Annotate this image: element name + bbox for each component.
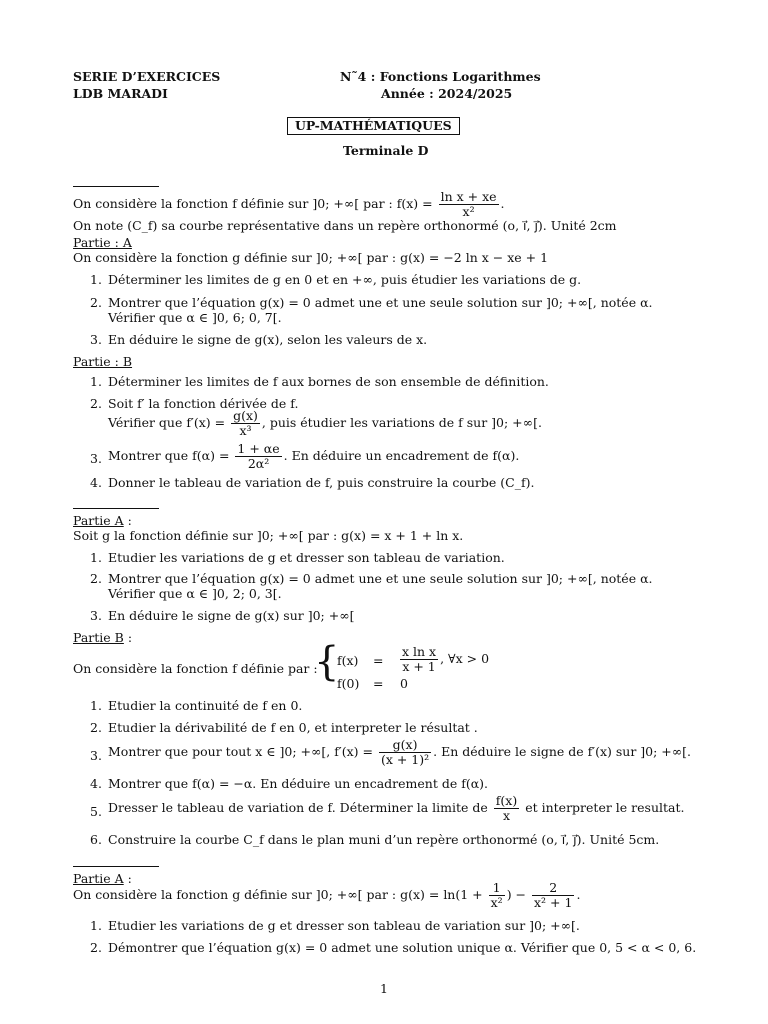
chapter-title: N˜4 : Fonctions Logarithmes bbox=[340, 69, 541, 84]
system-line1-right: $\frac{\text{x ln x}}{x + 1}$ , ∀x > 0 bbox=[402, 644, 490, 674]
class-subtitle: Terminale D bbox=[343, 143, 429, 158]
school-name: LDB MARADI bbox=[73, 86, 168, 101]
list-item: En déduire le signe de g(x) sur ]0; +∞[ bbox=[108, 608, 355, 623]
list-number: 3. bbox=[90, 608, 102, 623]
ex1-partA-intro: On considère la fonction g définie sur ]0; +∞[ par : g(x) = −2 ln x − xe + 1 bbox=[73, 250, 549, 265]
list-number: 2. bbox=[90, 571, 102, 586]
list-number: 4. bbox=[90, 475, 102, 490]
ex2-partA-title: Partie A : bbox=[73, 513, 132, 528]
page-number: 1 bbox=[380, 981, 388, 996]
school-year: Année : 2024/2025 bbox=[381, 86, 513, 101]
list-item: Montrer que l’équation g(x) = 0 admet une et une seule solution sur ]0; +∞[, notée α. bbox=[108, 295, 653, 310]
list-number: 1. bbox=[90, 918, 102, 933]
list-number: 2. bbox=[90, 295, 102, 310]
system-line2-eq: = bbox=[373, 676, 384, 691]
list-item: Etudier les variations de g et dresser son tableau de variation sur ]0; +∞[. bbox=[108, 918, 580, 933]
list-item: Déterminer les limites de f aux bornes de son ensemble de définition. bbox=[108, 374, 549, 389]
system-line2-left: f(0) bbox=[337, 676, 360, 691]
ex2-partB-intro: On considère la fonction f définie par : bbox=[73, 661, 318, 676]
boxed-title: UP-MATHÉMATIQUES bbox=[287, 117, 460, 135]
ex1-partB-title: Partie : B bbox=[73, 354, 133, 369]
exercise-separator bbox=[73, 866, 159, 867]
list-number: 3. bbox=[90, 332, 102, 347]
list-item-continuation: Vérifier que α ∈ ]0, 2; 0, 3[. bbox=[108, 586, 282, 601]
system-line1-eq: = bbox=[373, 653, 384, 668]
list-item: Soit f′ la fonction dérivée de f. bbox=[108, 396, 299, 411]
list-number: 1. bbox=[90, 550, 102, 565]
system-brace: { bbox=[314, 639, 340, 685]
list-number: 1. bbox=[90, 698, 102, 713]
list-item: Démontrer que l’équation g(x) = 0 admet une solution unique α. Vérifier que 0, 5 < α < 0, 6. bbox=[108, 940, 697, 955]
list-number: 1. bbox=[90, 374, 102, 389]
list-number: 4. bbox=[90, 776, 102, 791]
exercise-separator bbox=[73, 508, 159, 509]
ex3-intro: On considère la fonction g définie sur ]0; +∞[ par : g(x) = ln(1 + $\frac{1}{\text{x²}}$ ) − $\frac{2}{\text{x² + 1}}$ . bbox=[73, 880, 581, 910]
list-item: Déterminer les limites de g en 0 et en +∞, puis étudier les variations de g. bbox=[108, 272, 582, 287]
list-number: 2. bbox=[90, 396, 102, 411]
system-line2-right: 0 bbox=[400, 676, 408, 691]
list-item: Etudier la continuité de f en 0. bbox=[108, 698, 303, 713]
ex2-partB-title: Partie B : bbox=[73, 630, 133, 645]
exercise-separator bbox=[73, 186, 159, 187]
list-number: 1. bbox=[90, 272, 102, 287]
list-item: Donner le tableau de variation de f, puis construire la courbe (C_f). bbox=[108, 475, 535, 490]
list-item-continuation: Vérifier que α ∈ ]0, 6; 0, 7[. bbox=[108, 310, 282, 325]
list-item: Montrer que l’équation g(x) = 0 admet une et une seule solution sur ]0; +∞[, notée α. bbox=[108, 571, 653, 586]
ex1-note: On note (C_f) sa courbe représentative dans un repère orthonormé (o, i⃗, j⃗). Unité 2cm bbox=[73, 218, 617, 233]
ex3-partA-title: Partie A : bbox=[73, 871, 132, 886]
list-item: Montrer que f(α) = −α. En déduire un encadrement de f(α). bbox=[108, 776, 489, 791]
list-number: 3. bbox=[90, 451, 102, 466]
list-item: Montrer que f(α) = $\frac{1 + \alpha e}{\text{2α²}}$ . En déduire un encadrement de f(α). bbox=[108, 441, 520, 471]
list-number: 2. bbox=[90, 720, 102, 735]
series-title: SERIE D’EXERCICES bbox=[73, 69, 221, 84]
list-number: 6. bbox=[90, 832, 102, 847]
list-item-continuation: Vérifier que f′(x) = $\frac{g(x)}{\text{x³}}$ , puis étudier les variations de f sur ]0; +∞[. bbox=[108, 408, 542, 438]
list-number: 5. bbox=[90, 804, 102, 819]
list-number: 3. bbox=[90, 748, 102, 763]
list-item: Etudier la dérivabilité de f en 0, et interpreter le résultat . bbox=[108, 720, 478, 735]
ex1-intro: On considère la fonction f définie sur ]0; +∞[ par : f(x) = $\frac{\text{ln x + xe}}{\text{x²}}$ . bbox=[73, 189, 505, 219]
list-item: Construire la courbe C_f dans le plan muni d’un repère orthonormé (o, i⃗, j⃗). Unité 5cm. bbox=[108, 832, 660, 847]
ex1-partA-title: Partie : A bbox=[73, 235, 132, 250]
list-item: Etudier les variations de g et dresser son tableau de variation. bbox=[108, 550, 505, 565]
system-line1-left: f(x) bbox=[337, 653, 359, 668]
ex2-partA-intro: Soit g la fonction définie sur ]0; +∞[ par : g(x) = x + 1 + ln x. bbox=[73, 528, 464, 543]
list-number: 2. bbox=[90, 940, 102, 955]
list-item: Dresser le tableau de variation de f. Déterminer la limite de $\frac{f(x)}{x}$ et interpreter le resultat. bbox=[108, 793, 685, 823]
list-item: En déduire le signe de g(x), selon les valeurs de x. bbox=[108, 332, 428, 347]
list-item: Montrer que pour tout x ∈ ]0; +∞[, f′(x) = $\frac{g(x)}{\text{(x + 1)²}}$ . En déduire le signe de f′(x) sur ]0; +∞[. bbox=[108, 737, 692, 767]
